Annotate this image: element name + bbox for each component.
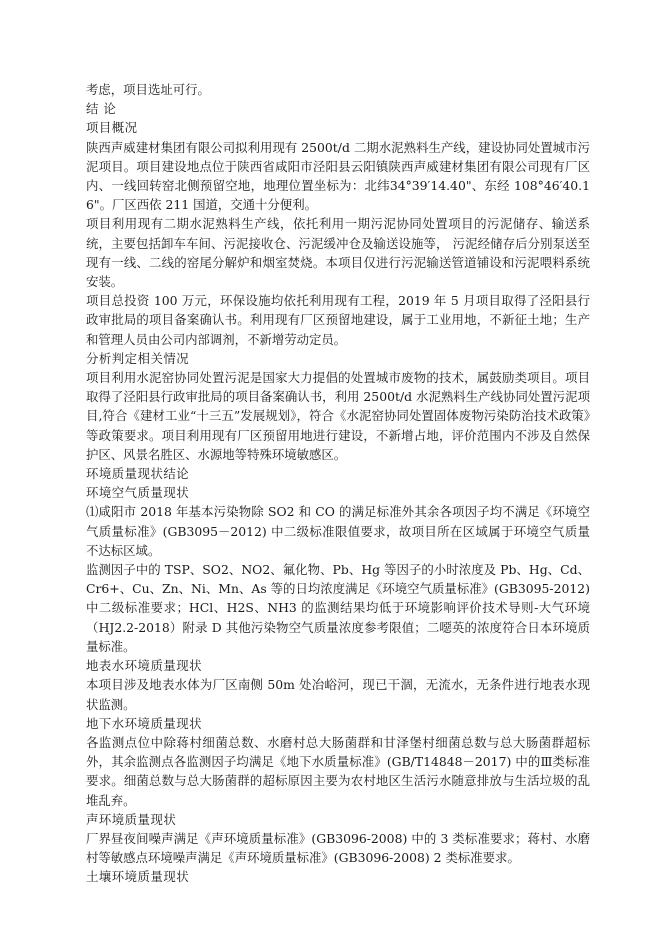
document-body: [86, 80, 590, 887]
body-paragraph: 各监测点位中除蒋村细菌总数、水磨村总大肠菌群和甘泽堡村细菌总数与总大肠菌群超标外，其余监测点各监测因子均满足《地下水质量标准》(GB/T14848－2017) 中的Ⅲ类标准要求。细菌总数与总大肠菌群的超标原因主要为农村地区生活污水随意排放与生活垃圾的乱堆乱弃。: [86, 734, 590, 808]
section-heading: 结 论: [86, 101, 117, 117]
section-heading: 地下水环境质量现状: [86, 715, 203, 731]
body-paragraph: 陕西声威建材集团有限公司拟利用现有 2500t/d 二期水泥熟料生产线，建设协同处置城市污泥项目。项目建设地点位于陕西省咸阳市泾阳县云阳镇陕西声威建材集团有限公司现有厂区内、一线回转窑北侧预留空地，地理位置坐标为：北纬34°39′14.40"、东经 108°46′40.16"。厂区西依 211 国道，交通十分便利。: [86, 139, 590, 213]
body-paragraph: 本项目涉及地表水体为厂区南侧 50m 处冶峪河，现已干涸，无流水，无条件进行地表水现状监测。: [86, 677, 590, 712]
section-heading: 环境空气质量现状: [86, 485, 190, 501]
section-heading: 项目概况: [86, 120, 138, 136]
body-paragraph: 厂界昼夜间噪声满足《声环境质量标准》(GB3096-2008) 中的 3 类标准要求；蒋村、水磨村等敏感点环境噪声满足《声环境质量标准》(GB3096-2008) 2 类标准要求。: [86, 830, 590, 866]
body-paragraph: 项目利用现有二期水泥熟料生产线，依托利用一期污泥协同处置项目的污泥储存、输送系统，主要包括卸车车间、污泥接收仓、污泥缓冲仓及输送设施等， 污泥经储存后分别泵送至现有一线、二线的窑尾分解炉和烟室焚烧。本项目仅进行污泥输送管道铺设和污泥喂料系统安装。: [86, 216, 590, 290]
section-heading: 分析判定相关情况: [86, 350, 190, 366]
body-paragraph: 监测因子中的 TSP、SO2、NO2、氟化物、Pb、Hg 等因子的小时浓度及 Pb、Hg、Cd、Cr6+、Cu、Zn、Ni、Mn、As 等的日均浓度满足《环境空气质量标准》(GB3095-2012) 中二级标准要求；HCl、H2S、NH3 的监测结果均低于环境影响评价技术导则-大气环境（HJ2.2-2018）附录 D 其他污染物空气质量浓度参考限值；二噁英的浓度符合日本环境质量标准。: [86, 562, 590, 654]
section-heading: 地表水环境质量现状: [86, 658, 203, 674]
section-heading: 土壤环境质量现状: [86, 869, 190, 885]
section-heading: 环境质量现状结论: [86, 466, 190, 482]
body-paragraph: ⑴咸阳市 2018 年基本污染物除 SO2 和 CO 的满足标准外其余各项因子均不满足《环境空气质量标准》(GB3095－2012) 中二级标准限值要求，故项目所在区域属于环境空气质量不达标区域。: [86, 504, 590, 558]
body-paragraph: 项目总投资 100 万元，环保设施均依托利用现有工程，2019 年 5 月项目取得了泾阳县行政审批局的项目备案确认书。利用现有厂区预留地建设，属于工业用地，不新征土地；生产和管理人员由公司内部调剂，不新增劳动定员。: [86, 293, 590, 347]
body-paragraph: 考虑，项目选址可行。: [86, 82, 210, 97]
section-heading: 声环境质量现状: [86, 811, 177, 827]
body-paragraph: 项目利用水泥窑协同处置污泥是国家大力提倡的处置城市废物的技术，属鼓励类项目。项目取得了泾阳县行政审批局的项目备案确认书，利用 2500t/d 水泥熟料生产线协同处置污泥项目,符合《建材工业“十三五”发展规划》，符合《水泥窑协同处置固体废物污染防治技术政策》等政策要求。项目利用现有厂区预留用地进行建设，不新增占地，评价范围内不涉及自然保护区、风景名胜区、水源地等特殊环境敏感区。: [86, 370, 590, 462]
